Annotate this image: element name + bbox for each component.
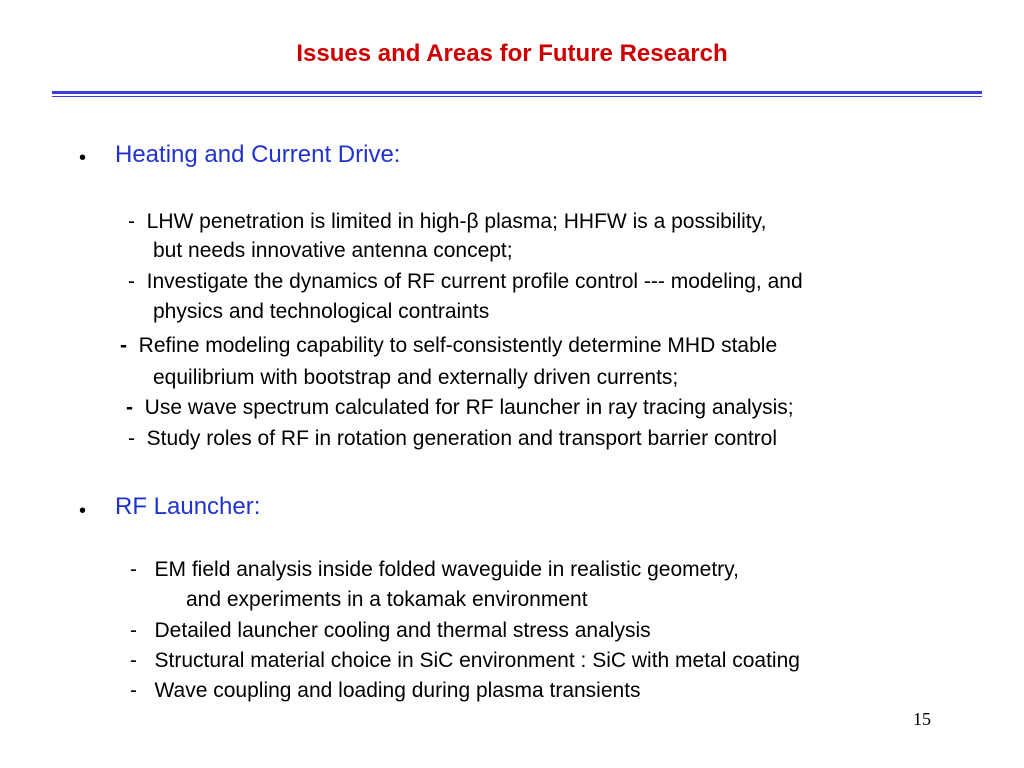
title-rule-thick bbox=[52, 91, 982, 94]
item-text: Investigate the dynamics of RF current profile control --- modeling, and bbox=[146, 270, 803, 293]
item-text: Structural material choice in SiC environment : SiC with metal coating bbox=[154, 649, 800, 672]
list-item-continuation bbox=[186, 588, 588, 612]
list-item bbox=[120, 334, 777, 358]
page-number: 15 bbox=[913, 709, 931, 729]
list-item bbox=[130, 649, 800, 673]
list-item bbox=[130, 619, 651, 643]
item-dash: - bbox=[130, 558, 137, 581]
item-dash: - bbox=[128, 270, 135, 293]
list-item bbox=[128, 270, 803, 294]
item-dash: - bbox=[128, 427, 135, 450]
list-item bbox=[128, 210, 766, 234]
list-item-continuation bbox=[153, 366, 678, 390]
list-item-continuation bbox=[153, 300, 489, 324]
item-text: and experiments in a tokamak environment bbox=[186, 588, 588, 611]
item-text: Use wave spectrum calculated for RF launcher in ray tracing analysis; bbox=[144, 396, 794, 419]
item-dash: - bbox=[128, 210, 135, 233]
section-heading-rf-launcher: RF Launcher: bbox=[115, 493, 261, 520]
item-dash: - bbox=[126, 396, 133, 419]
title-rule-thin bbox=[52, 96, 982, 97]
section-heading-heating: Heating and Current Drive: bbox=[115, 141, 401, 168]
item-dash: - bbox=[130, 619, 137, 642]
item-dash: - bbox=[130, 649, 137, 672]
bullet-dot: • bbox=[79, 147, 87, 169]
item-dash: - bbox=[130, 679, 137, 702]
item-dash: - bbox=[120, 334, 127, 357]
item-text: Study roles of RF in rotation generation and transport barrier control bbox=[146, 427, 777, 450]
item-text: but needs innovative antenna concept; bbox=[153, 239, 513, 262]
list-item bbox=[130, 679, 641, 703]
list-item-continuation bbox=[153, 239, 513, 263]
item-text: LHW penetration is limited in high-β plasma; HHFW is a possibility, bbox=[146, 210, 767, 233]
item-text: equilibrium with bootstrap and externally driven currents; bbox=[153, 366, 679, 389]
bullet-dot: • bbox=[79, 500, 87, 522]
item-text: Refine modeling capability to self-consistently determine MHD stable bbox=[138, 334, 778, 357]
list-item bbox=[128, 427, 777, 451]
item-text: Detailed launcher cooling and thermal stress analysis bbox=[154, 619, 651, 642]
item-text: Wave coupling and loading during plasma transients bbox=[154, 679, 641, 702]
slide-title: Issues and Areas for Future Research bbox=[296, 40, 728, 67]
list-item bbox=[126, 396, 794, 420]
item-text: EM field analysis inside folded waveguide in realistic geometry, bbox=[154, 558, 739, 581]
list-item bbox=[130, 558, 739, 582]
item-text: physics and technological contraints bbox=[153, 300, 490, 323]
